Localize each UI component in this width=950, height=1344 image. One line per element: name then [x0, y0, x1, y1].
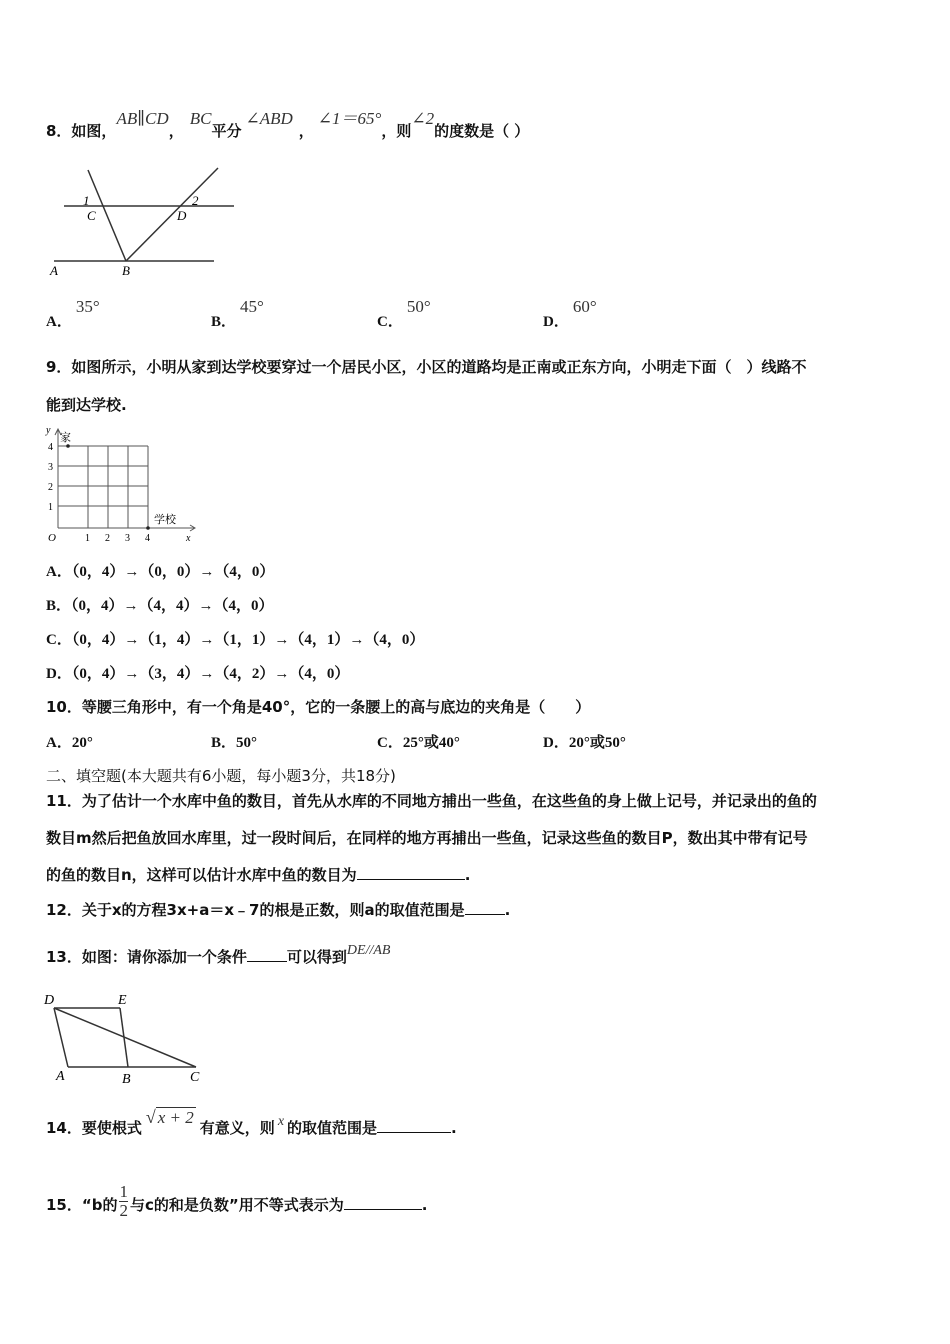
- ytick-4: 4: [48, 442, 53, 453]
- label-a: A: [50, 263, 58, 278]
- q11-answer-blank[interactable]: [357, 865, 465, 880]
- q14-answer-blank[interactable]: [377, 1118, 451, 1133]
- x-label: x: [186, 533, 191, 544]
- q8-suffix: 的度数是（ ）: [434, 122, 530, 140]
- q8-math-parallel: AB∥CD: [116, 109, 169, 128]
- segment-da: [54, 1008, 68, 1067]
- q8-option-a[interactable]: [46, 297, 100, 331]
- q9-option-d[interactable]: D．（0，4）→（3，4）→（4，2）→（4，0）: [46, 666, 350, 682]
- school-point: [146, 526, 150, 530]
- q8-comma2: ，: [298, 122, 314, 140]
- option-label: D．: [543, 314, 569, 330]
- q12-stem: [46, 899, 510, 920]
- option-label: C．: [377, 314, 403, 330]
- q8-stem: [46, 109, 530, 141]
- label-e: E: [118, 993, 127, 1008]
- q9-grid-figure: [44, 424, 204, 546]
- q9-line1: 9．如图所示，小明从家到达学校要穿过一个居民小区，小区的道路均是正南或正东方向，小明走下面（ ）线路不: [46, 358, 807, 376]
- line-bd: [126, 168, 218, 261]
- q8-option-d[interactable]: [543, 297, 597, 331]
- xtick-3: 3: [125, 533, 130, 544]
- period: .: [464, 866, 471, 884]
- xtick-2: 2: [105, 533, 110, 544]
- q14-radicand: x + 2: [157, 1108, 194, 1127]
- home-label: 家: [60, 432, 71, 444]
- period: .: [504, 901, 511, 919]
- q8-math-angle1: ∠1＝65°: [317, 109, 382, 128]
- q11-line3: [46, 864, 470, 885]
- q11-line1: 11．为了估计一个水库中鱼的数目，首先从水库的不同地方捕出一些鱼，在这些鱼的身上做上记号，并记录出的鱼的: [46, 792, 817, 810]
- q14-var: x: [277, 1114, 285, 1129]
- q8-option-c[interactable]: [377, 297, 431, 331]
- school-label: 学校: [154, 514, 176, 526]
- q12-text: 12．关于x的方程3x+a＝x﹣7的根是正数，则a的取值范围是: [46, 901, 465, 919]
- fraction-denominator: 2: [119, 1201, 128, 1220]
- q13-figure: [40, 988, 220, 1088]
- q13-text: 13．如图：请你添加一个条件: [46, 948, 247, 966]
- q8-math-angle2: ∠2: [411, 109, 435, 128]
- home-point: [66, 444, 70, 448]
- q14-text3: 的取值范围是: [287, 1119, 378, 1137]
- option-value: 35°: [75, 297, 100, 316]
- ytick-3: 3: [48, 462, 53, 473]
- q10-option-a[interactable]: A．20°: [46, 735, 93, 751]
- label-2: 2: [192, 193, 199, 208]
- q13-answer-blank[interactable]: [247, 947, 287, 962]
- q10-option-b[interactable]: B．50°: [211, 735, 258, 751]
- q10-option-d[interactable]: D．20°或50°: [543, 735, 626, 751]
- q13-text2: 可以得到: [286, 948, 347, 966]
- q9-option-a[interactable]: A．（0，4）→（0，0）→（4，0）: [46, 564, 275, 580]
- q15-stem: [46, 1182, 428, 1224]
- q12-answer-blank[interactable]: [465, 900, 505, 915]
- q14-sqrt: [146, 1107, 196, 1128]
- q15-text: 15．“b的: [46, 1196, 118, 1214]
- q8-text-then: ，则: [381, 122, 412, 140]
- q14-text2: 有意义，则: [199, 1119, 275, 1137]
- q14-stem: [46, 1107, 457, 1138]
- xtick-1: 1: [85, 533, 90, 544]
- section-2-heading: 二、填空题(本大题共有6小题，每小题3分，共18分): [46, 767, 396, 785]
- label-b: B: [122, 263, 130, 278]
- option-value: 45°: [240, 297, 264, 316]
- y-label: y: [46, 425, 51, 436]
- q11-text: 的鱼的数目n，这样可以估计水库中鱼的数目为: [46, 866, 357, 884]
- label-d: D: [44, 993, 55, 1008]
- q11-line2: 数目m然后把鱼放回水库里，过一段时间后，在同样的地方再捕出一些鱼，记录这些鱼的数目P，数出其中带有记号: [46, 829, 808, 847]
- q15-answer-blank[interactable]: [344, 1195, 422, 1210]
- q9-option-b[interactable]: B．（0，4）→（4，4）→（4，0）: [46, 598, 274, 614]
- label-1: 1: [83, 193, 90, 208]
- option-value: 60°: [572, 297, 597, 316]
- q9-line2: 能到达学校.: [46, 396, 127, 414]
- xtick-4: 4: [145, 533, 150, 544]
- q14-text: 14．要使根式: [46, 1119, 142, 1137]
- label-b: B: [122, 1072, 131, 1087]
- label-a: A: [56, 1069, 65, 1084]
- segment-dc: [54, 1008, 196, 1067]
- q15-fraction: [119, 1183, 128, 1220]
- q8-math-bc: BC: [189, 109, 212, 128]
- q9-option-c[interactable]: C．（0，4）→（1，4）→（1，1）→（4，1）→（4，0）: [46, 632, 425, 648]
- q8-comma: ，: [168, 122, 184, 140]
- sqrt-sign-icon: √: [145, 1107, 156, 1127]
- period: .: [421, 1196, 428, 1214]
- label-c: C: [87, 208, 96, 223]
- q13-math: DE//AB: [346, 943, 391, 958]
- fraction-numerator: 1: [119, 1182, 128, 1201]
- q8-prefix: 8．如图，: [46, 122, 117, 140]
- q10-option-c[interactable]: C．25°或40°: [377, 735, 460, 751]
- label-c: C: [190, 1070, 200, 1085]
- q8-text-bisect: 平分: [211, 122, 242, 140]
- ytick-1: 1: [48, 502, 53, 513]
- option-value: 50°: [406, 297, 431, 316]
- ytick-2: 2: [48, 482, 53, 493]
- option-label: B．: [211, 314, 237, 330]
- q8-figure: [44, 160, 244, 280]
- q8-option-b[interactable]: [211, 297, 264, 331]
- q15-text2: 与c的和是负数”用不等式表示为: [129, 1196, 344, 1214]
- origin-label: O: [48, 532, 56, 544]
- q10-stem: 10．等腰三角形中，有一个角是40°，它的一条腰上的高与底边的夹角是（ ）: [46, 698, 591, 716]
- q8-math-angle-abd: ∠ABD: [245, 109, 293, 128]
- period: .: [451, 1119, 457, 1137]
- label-d: D: [177, 208, 187, 223]
- option-label: A．: [46, 314, 72, 330]
- q13-stem: [46, 943, 391, 967]
